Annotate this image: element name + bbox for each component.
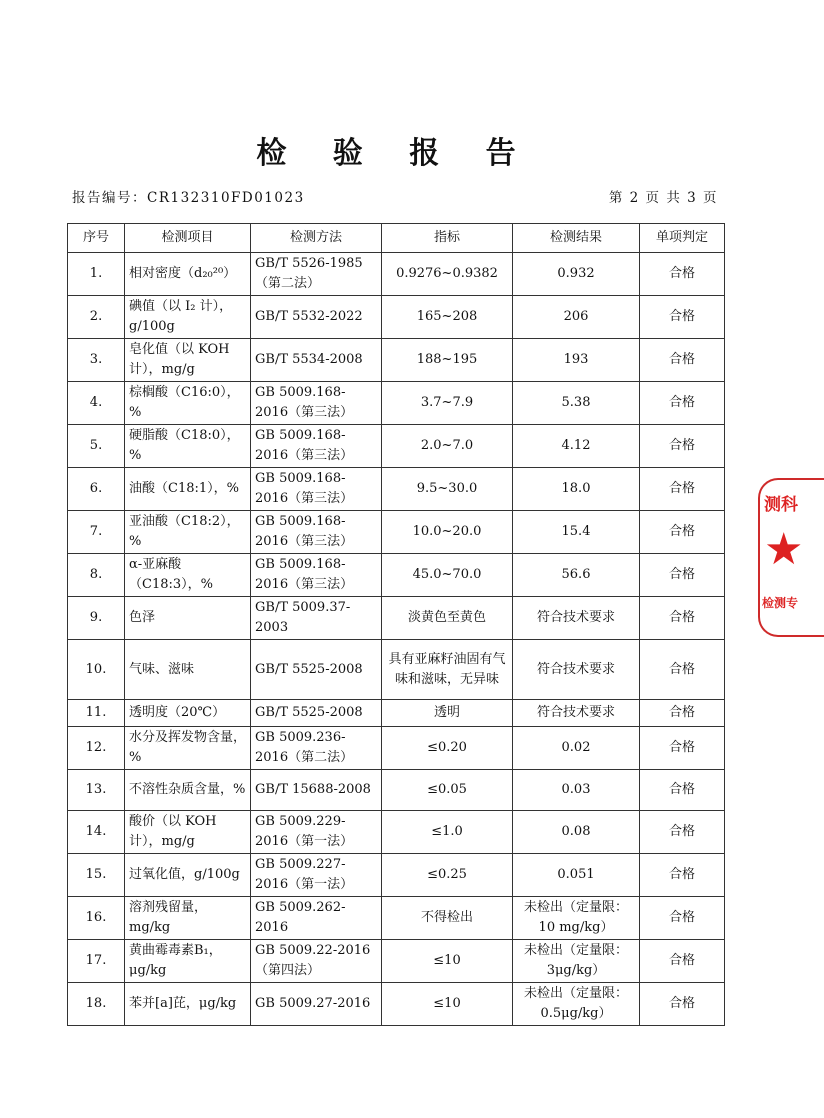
row-result: 0.02 <box>513 727 640 770</box>
row-method: GB 5009.168-2016（第三法） <box>251 468 382 511</box>
table-row <box>68 597 725 640</box>
row-item: 相对密度（d₂₀²⁰） <box>125 253 251 296</box>
row-method: GB/T 15688-2008 <box>251 770 382 811</box>
row-item: 透明度（20℃） <box>125 700 251 727</box>
row-item: 硬脂酸（C18:0），% <box>125 425 251 468</box>
row-verdict: 合格 <box>640 640 725 700</box>
table-row <box>68 382 725 425</box>
row-result: 未检出（定量限：0.5μg/kg） <box>513 983 640 1026</box>
table-row <box>68 940 725 983</box>
row-no: 7. <box>68 511 125 554</box>
row-spec: ≤0.25 <box>382 854 513 897</box>
seal-text-top: 测科 <box>764 495 798 515</box>
row-no: 1. <box>68 253 125 296</box>
row-method: GB 5009.168-2016（第三法） <box>251 554 382 597</box>
table-row <box>68 700 725 727</box>
row-result: 符合技术要求 <box>513 700 640 727</box>
row-no: 9. <box>68 597 125 640</box>
row-spec: 10.0~20.0 <box>382 511 513 554</box>
table-row <box>68 727 725 770</box>
row-method: GB 5009.168-2016（第三法） <box>251 511 382 554</box>
row-no: 6. <box>68 468 125 511</box>
table-row <box>68 983 725 1026</box>
row-verdict: 合格 <box>640 700 725 727</box>
row-spec: 透明 <box>382 700 513 727</box>
row-spec: ≤10 <box>382 983 513 1026</box>
row-result: 符合技术要求 <box>513 640 640 700</box>
row-spec: 0.9276~0.9382 <box>382 253 513 296</box>
row-method: GB 5009.22-2016（第四法） <box>251 940 382 983</box>
row-method: GB 5009.27-2016 <box>251 983 382 1026</box>
row-method: GB 5009.262-2016 <box>251 897 382 940</box>
row-spec: 淡黄色至黄色 <box>382 597 513 640</box>
row-item: 亚油酸（C18:2），% <box>125 511 251 554</box>
row-no: 13. <box>68 770 125 811</box>
row-no: 4. <box>68 382 125 425</box>
table-header-row <box>68 224 725 253</box>
row-item: 碘值（以 I₂ 计），g/100g <box>125 296 251 339</box>
table-row <box>68 339 725 382</box>
row-spec: ≤0.05 <box>382 770 513 811</box>
row-spec: ≤0.20 <box>382 727 513 770</box>
table-row <box>68 253 725 296</box>
row-spec: 188~195 <box>382 339 513 382</box>
row-method: GB/T 5009.37-2003 <box>251 597 382 640</box>
header-method: 检测方法 <box>251 224 382 253</box>
row-spec: 165~208 <box>382 296 513 339</box>
row-item: 溶剂残留量，mg/kg <box>125 897 251 940</box>
row-spec: 9.5~30.0 <box>382 468 513 511</box>
row-verdict: 合格 <box>640 727 725 770</box>
row-spec: 不得检出 <box>382 897 513 940</box>
table-row <box>68 811 725 854</box>
row-result: 206 <box>513 296 640 339</box>
row-spec: ≤10 <box>382 940 513 983</box>
table-row <box>68 640 725 700</box>
row-method: GB 5009.227-2016（第一法） <box>251 854 382 897</box>
row-no: 11. <box>68 700 125 727</box>
row-no: 17. <box>68 940 125 983</box>
row-item: 酸价（以 KOH 计），mg/g <box>125 811 251 854</box>
row-item: 过氧化值，g/100g <box>125 854 251 897</box>
row-verdict: 合格 <box>640 468 725 511</box>
row-spec: ≤1.0 <box>382 811 513 854</box>
table-row <box>68 296 725 339</box>
header-result: 检测结果 <box>513 224 640 253</box>
row-result: 193 <box>513 339 640 382</box>
table-row <box>68 770 725 811</box>
row-result: 0.08 <box>513 811 640 854</box>
row-no: 2. <box>68 296 125 339</box>
row-method: GB 5009.236-2016（第二法） <box>251 727 382 770</box>
row-verdict: 合格 <box>640 296 725 339</box>
header-no: 序号 <box>68 224 125 253</box>
row-verdict: 合格 <box>640 940 725 983</box>
row-item: 黄曲霉毒素B₁，μg/kg <box>125 940 251 983</box>
table-row <box>68 854 725 897</box>
row-verdict: 合格 <box>640 382 725 425</box>
row-result: 15.4 <box>513 511 640 554</box>
row-result: 符合技术要求 <box>513 597 640 640</box>
row-no: 12. <box>68 727 125 770</box>
header-verdict: 单项判定 <box>640 224 725 253</box>
row-result: 56.6 <box>513 554 640 597</box>
row-no: 3. <box>68 339 125 382</box>
table-row <box>68 897 725 940</box>
row-result: 0.932 <box>513 253 640 296</box>
row-no: 18. <box>68 983 125 1026</box>
header-spec: 指标 <box>382 224 513 253</box>
row-item: α-亚麻酸（C18:3），% <box>125 554 251 597</box>
row-result: 未检出（定量限：10 mg/kg） <box>513 897 640 940</box>
row-verdict: 合格 <box>640 425 725 468</box>
results-table <box>67 223 725 1026</box>
row-item: 水分及挥发物含量，% <box>125 727 251 770</box>
table-row <box>68 511 725 554</box>
row-spec: 45.0~70.0 <box>382 554 513 597</box>
row-item: 苯并[a]芘，μg/kg <box>125 983 251 1026</box>
row-method: GB/T 5525-2008 <box>251 640 382 700</box>
row-method: GB/T 5534-2008 <box>251 339 382 382</box>
row-verdict: 合格 <box>640 770 725 811</box>
row-verdict: 合格 <box>640 554 725 597</box>
report-number: 报告编号：CR132310FD01023 <box>72 190 305 206</box>
row-item: 油酸（C18:1），% <box>125 468 251 511</box>
row-result: 0.03 <box>513 770 640 811</box>
row-verdict: 合格 <box>640 597 725 640</box>
row-item: 不溶性杂质含量，% <box>125 770 251 811</box>
row-method: GB 5009.229-2016（第一法） <box>251 811 382 854</box>
row-item: 皂化值（以 KOH 计），mg/g <box>125 339 251 382</box>
row-item: 棕榈酸（C16:0），% <box>125 382 251 425</box>
row-verdict: 合格 <box>640 854 725 897</box>
row-spec: 2.0~7.0 <box>382 425 513 468</box>
row-no: 8. <box>68 554 125 597</box>
row-result: 0.051 <box>513 854 640 897</box>
row-method: GB 5009.168-2016（第三法） <box>251 382 382 425</box>
row-result: 5.38 <box>513 382 640 425</box>
row-no: 10. <box>68 640 125 700</box>
row-no: 5. <box>68 425 125 468</box>
seal-text-bottom: 检测专 <box>762 596 799 610</box>
row-verdict: 合格 <box>640 897 725 940</box>
row-method: GB/T 5525-2008 <box>251 700 382 727</box>
row-verdict: 合格 <box>640 983 725 1026</box>
table-row <box>68 468 725 511</box>
row-spec: 3.7~7.9 <box>382 382 513 425</box>
row-no: 14. <box>68 811 125 854</box>
row-item: 气味、滋味 <box>125 640 251 700</box>
row-method: GB 5009.168-2016（第三法） <box>251 425 382 468</box>
star-icon: ★ <box>764 524 804 575</box>
row-result: 4.12 <box>513 425 640 468</box>
row-item: 色泽 <box>125 597 251 640</box>
table-row <box>68 554 725 597</box>
row-no: 15. <box>68 854 125 897</box>
report-title: 检 验 报 告 <box>256 136 534 171</box>
page-indicator: 第 2 页 共 3 页 <box>608 190 718 206</box>
row-method: GB/T 5532-2022 <box>251 296 382 339</box>
row-verdict: 合格 <box>640 339 725 382</box>
official-seal <box>758 478 824 637</box>
row-no: 16. <box>68 897 125 940</box>
row-method: GB/T 5526-1985（第二法） <box>251 253 382 296</box>
row-verdict: 合格 <box>640 253 725 296</box>
row-result: 未检出（定量限：3μg/kg） <box>513 940 640 983</box>
row-verdict: 合格 <box>640 511 725 554</box>
table-row <box>68 425 725 468</box>
header-item: 检测项目 <box>125 224 251 253</box>
row-result: 18.0 <box>513 468 640 511</box>
row-spec: 具有亚麻籽油固有气味和滋味，无异味 <box>382 640 513 700</box>
row-verdict: 合格 <box>640 811 725 854</box>
